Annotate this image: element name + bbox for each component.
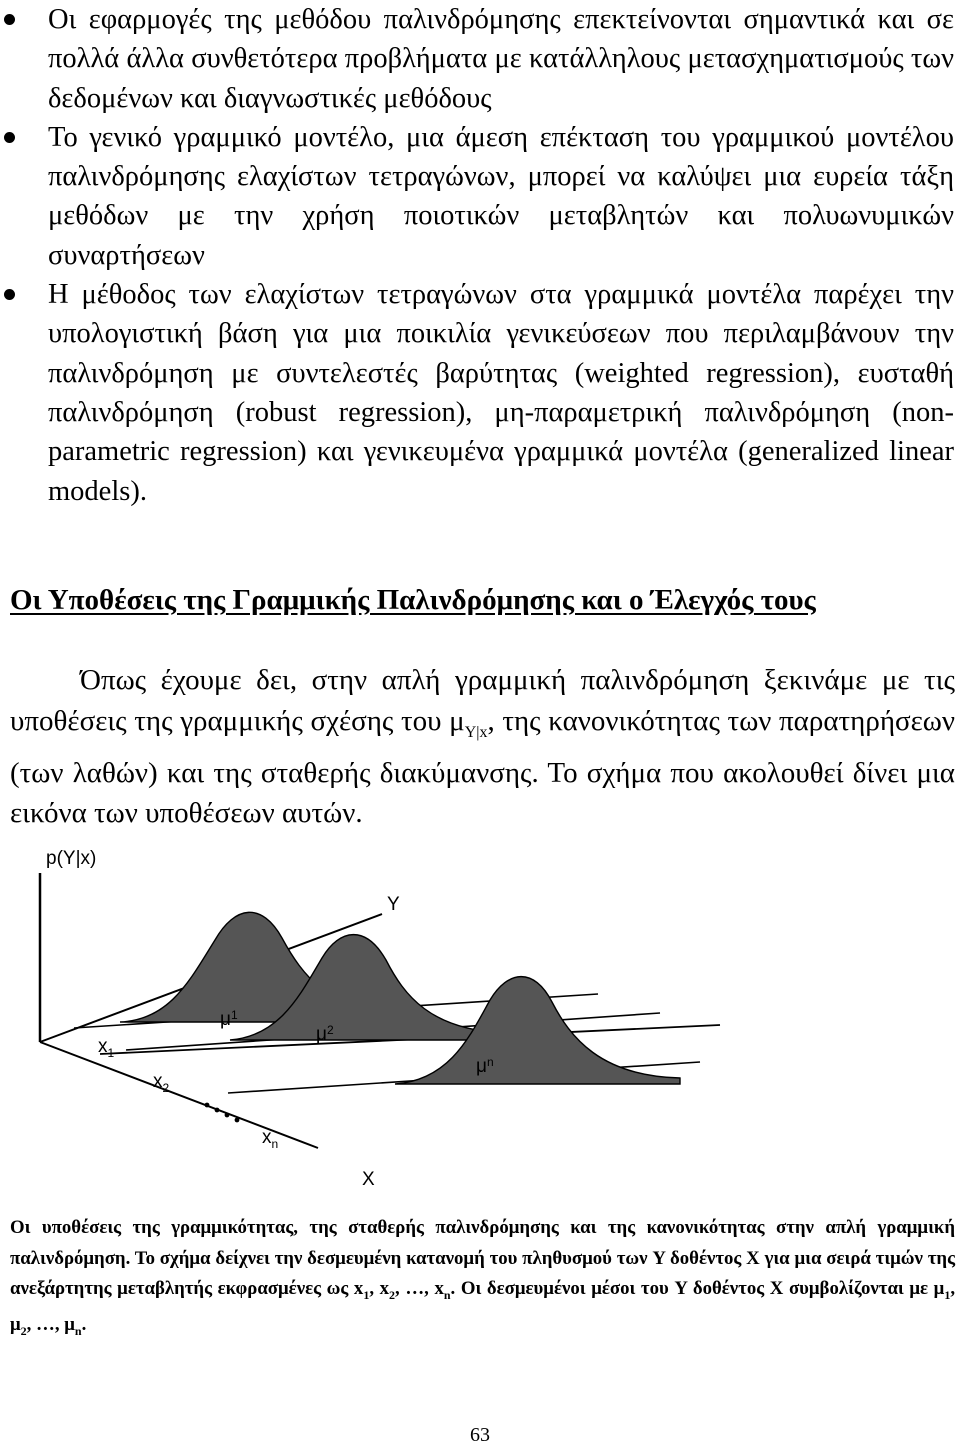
bullet-item (0, 118, 960, 275)
conditional-distributions-figure (0, 830, 960, 1205)
axis-dot (225, 1113, 230, 1118)
paragraph-text-2: , της κανονικότητας των παρατηρήσεων (των λαθών) και της σταθερής διακύμανσης. Το σχήμα που ακολουθεί δίνει μια εικόνα των υποθέσεων αυτών. (10, 704, 955, 830)
bullet-dot-icon (4, 132, 15, 143)
mu1-label: $\mu^1$ (220, 1008, 238, 1030)
bullet-text: Οι εφαρμογές της μεθόδου παλινδρόμησης επεκτείνονται σημαντικά και σε πολλά άλλα συνθετότερα προβλήματα με κατάλληλους μετασχηματισμούς των δεδομένων και διαγνωστικές μεθόδους (48, 4, 954, 114)
bullet-dot-icon (4, 289, 15, 300)
x-axis (40, 1042, 318, 1148)
bullet-list (0, 0, 960, 511)
py-axis-label: p(Y|x) (46, 848, 97, 869)
bullet-text: Το γενικό γραμμικό μοντέλο, μια άμεση επέκταση του γραμμικού μοντέλου παλινδρόμησης ελαχίστων τετραγώνων, μπορεί να καλύψει μια ευρεία τάξη μεθόδων με την χρήση ποιοτικών μεταβλητών και πολυωνυμικών συναρτήσεων (48, 121, 954, 271)
bullet-item (0, 0, 960, 118)
bullet-item (0, 275, 960, 511)
figure-caption: Οι υποθέσεις της γραμμικότητας, της σταθερής παλινδρόμησης και της κανονικότητας στην απλή γραμμική παλινδρόμηση. Το σχήμα δείχνει την δεσμευμένη κατανομή του πληθυσμού των Y δοθέντος X για μια σειρά τιμών της ανεξάρτητης μεταβλητής εκφρασμένες ως $x_1$, $x_2$, …, $x_n$. Οι δεσμευμένοι μέσοι του Y δοθέντος X συμβολίζονται με $\mu_1$, $\mu_2$, …, $\mu_n$. (10, 1217, 956, 1338)
y-direction-label: Y (387, 894, 400, 915)
mu2-label: $\mu^2$ (316, 1023, 334, 1045)
paragraph-text-1: Όπως έχουμε δει, στην απλή γραμμική παλινδρόμηση ξεκινάμε με τις υποθέσεις της γραμμικής σχέσης του μ (10, 664, 955, 737)
axis-dot (215, 1108, 220, 1113)
x2-label: $x_2$ (153, 1071, 170, 1095)
page-number: 63 (470, 1424, 490, 1446)
intro-paragraph (10, 660, 955, 834)
bullet-dot-icon (4, 14, 15, 25)
mun-label: $\mu^n$ (476, 1055, 494, 1077)
section-heading: Οι Υποθέσεις της Γραμμικής Παλινδρόμησης και ο Έλεγχός τους (10, 584, 816, 616)
xn-label: $x_n$ (262, 1127, 279, 1151)
x-direction-label: X (362, 1169, 375, 1190)
paragraph-subscript: Y|x (464, 723, 488, 741)
x1-label: $x_1$ (98, 1036, 115, 1060)
axis-dot (235, 1118, 240, 1123)
bullet-text: Η μέθοδος των ελαχίστων τετραγώνων στα γραμμικά μοντέλα παρέχει την υπολογιστική βάση για μια ποικιλία γενικεύσεων που περιλαμβάνουν την παλινδρόμηση με συντελεστές βαρύτητας (weighted regression), ευσταθή παλινδρόμηση (robust regression), μη-παραμετρική παλινδρόμηση (non-parametric regression) και γενικευμένα γραμμικά μοντέλα (generalized linear models). (48, 279, 954, 507)
axis-dot (205, 1103, 210, 1108)
